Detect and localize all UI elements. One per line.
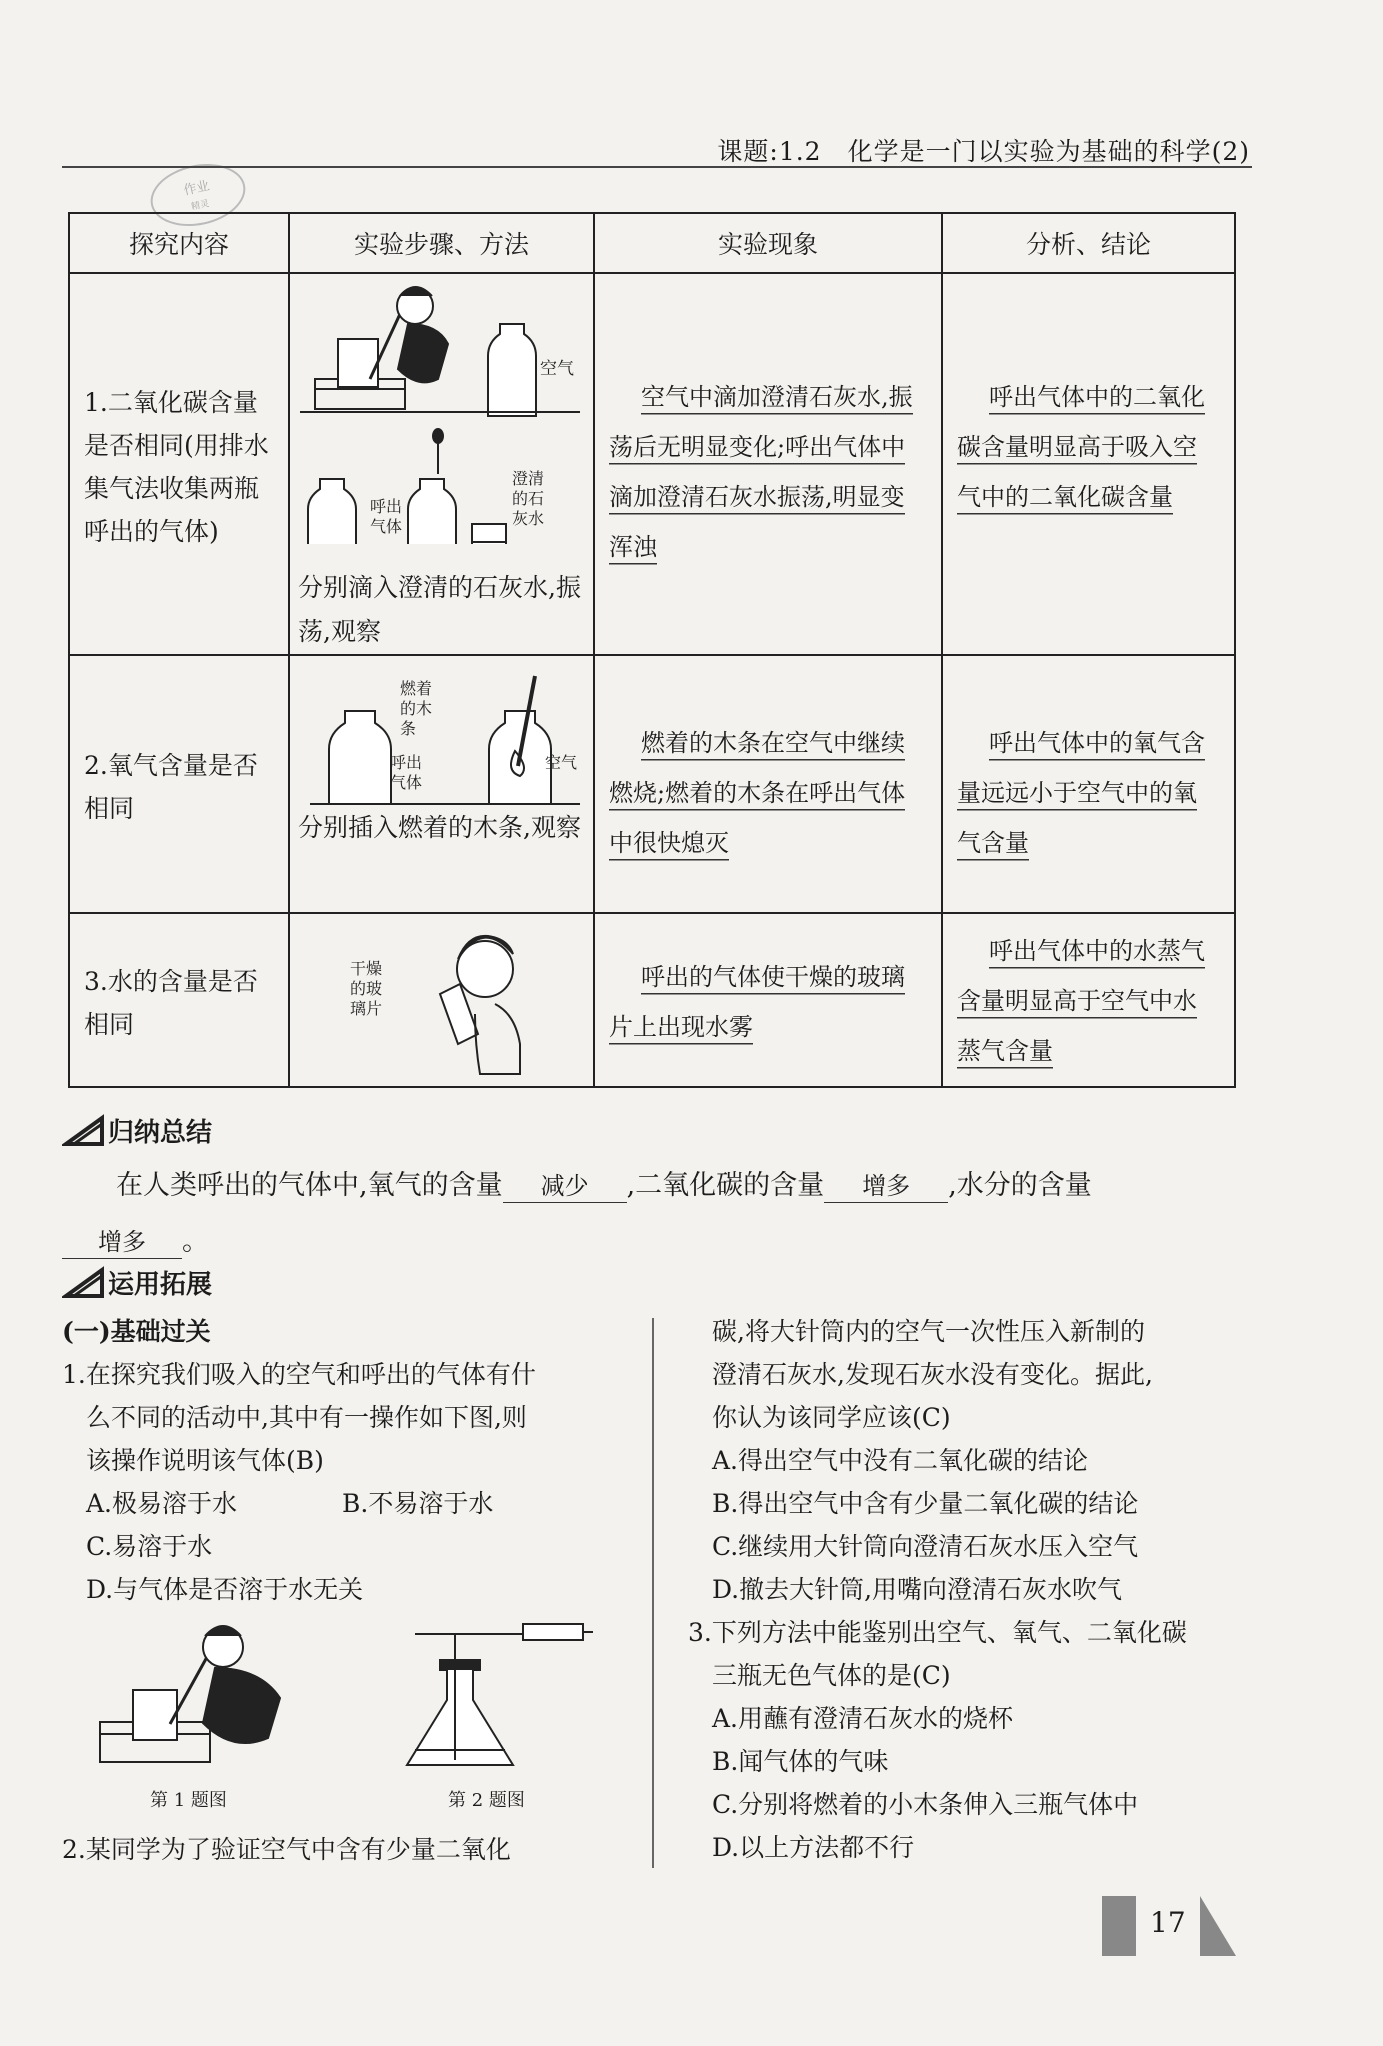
question-3: 3.下列方法中能鉴别出空气、氧气、二氧化碳 xyxy=(688,1618,1187,1647)
label-burning-splint: 燃着的木条 xyxy=(400,679,433,738)
summary-heading: 归纳总结 xyxy=(62,1112,212,1149)
step-cell xyxy=(289,655,594,913)
table-header: 实验现象 xyxy=(594,213,942,273)
label-exhaled: 呼出气体 xyxy=(390,753,423,792)
conclusion-text: 呼出气体中的氧气含量远远小于空气中的氧气含量 xyxy=(957,729,1205,861)
figure-caption: 第 1 题图 xyxy=(150,1790,227,1811)
step-cell xyxy=(289,913,594,1087)
topic-cell: 2.氧气含量是否相同 xyxy=(69,655,289,913)
table-header: 实验步骤、方法 xyxy=(289,213,594,273)
phenomenon-cell xyxy=(594,913,942,1087)
right-column: 碳,将大针筒内的空气一次性压入新制的 澄清石灰水,发现石灰水没有变化。据此, 你认为该同学应该(C) A.得出空气中没有二氧化碳的结论 B.得出空气中含有少量二氧化碳的结论 C.继续用大针筒向澄清石灰水压入空气 D.撤去大针筒,用嘴向澄清石灰水吹气 3.下列方法中能鉴别出空气、氧气、二氧化碳 三瓶无色气体的是(C) A.用蘸有澄清石灰水的烧杯 B.闻气体的气味 C.分别将燃着的小木条伸入三瓶气体中 D.以上方法都不行 xyxy=(688,1310,1248,1869)
extension-heading: 运用拓展 xyxy=(62,1264,212,1301)
co2-experiment-illustration xyxy=(290,274,591,544)
watermark-stamp: 作业 精灵 xyxy=(145,156,251,235)
phenomenon-text: 呼出的气体使干燥的玻璃片上出现水雾 xyxy=(609,963,905,1045)
lesson-title: 课题:1.2 化学是一门以实验为基础的科学(2) xyxy=(717,137,1250,166)
phenomenon-cell xyxy=(594,273,942,655)
answer-blank: 减少 xyxy=(503,1170,627,1203)
question-1: 1.在探究我们吸入的空气和呼出的气体有什 xyxy=(62,1360,536,1389)
column-divider xyxy=(652,1318,654,1868)
summary-text: 在人类呼出的气体中,氧气的含量 减少 ,二氧化碳的含量 增多 ,水分的含量 增多 。 xyxy=(62,1158,1242,1270)
answer-blank: 增多 xyxy=(62,1226,182,1259)
phenomenon-text: 燃着的木条在空气中继续燃烧;燃着的木条在呼出气体中很快熄灭 xyxy=(609,729,905,861)
left-column: (一)基础过关 1.在探究我们吸入的空气和呼出的气体有什 么不同的活动中,其中有一操作如下图,则 该操作说明该气体(B) A.极易溶于水 B.不易溶于水 C.易溶于水 D.与气体是否溶于水无关 xyxy=(62,1310,642,1611)
conclusion-cell xyxy=(942,655,1235,913)
conclusion-cell xyxy=(942,273,1235,655)
fig2-illustration xyxy=(395,1620,595,1772)
page-corner-triangle xyxy=(1200,1896,1236,1956)
table-header-row xyxy=(69,213,1235,273)
label-limewater: 澄清的石灰水 xyxy=(512,469,545,528)
table-header: 探究内容 xyxy=(69,213,289,273)
section-triangle-icon xyxy=(62,1266,104,1300)
header-rule xyxy=(62,166,1252,168)
figure-caption: 第 2 题图 xyxy=(448,1790,525,1811)
sub-heading: (一)基础过关 xyxy=(62,1317,211,1346)
question-2-start: 2.某同学为了验证空气中含有少量二氧化 xyxy=(62,1835,511,1864)
label-air: 空气 xyxy=(545,753,578,772)
fig1-illustration xyxy=(95,1612,305,1774)
o2-experiment-illustration xyxy=(290,656,591,806)
conclusion-text: 呼出气体中的水蒸气含量明显高于空气中水蒸气含量 xyxy=(957,937,1205,1069)
page-number: 17 xyxy=(1150,1906,1186,1939)
step-cell xyxy=(289,273,594,655)
table-row xyxy=(69,273,1235,655)
table-header: 分析、结论 xyxy=(942,213,1235,273)
step-text: 分别滴入澄清的石灰水,振荡,观察 xyxy=(298,573,581,646)
label-dry-glass: 干燥的玻璃片 xyxy=(350,959,383,1018)
phenomenon-cell xyxy=(594,655,942,913)
topic-cell: 1.二氧化碳含量是否相同(用排水集气法收集两瓶呼出的气体) xyxy=(69,273,289,655)
q1-options-ab: A.极易溶于水 B.不易溶于水 xyxy=(86,1489,494,1518)
conclusion-text: 呼出气体中的二氧化碳含量明显高于吸入空气中的二氧化碳含量 xyxy=(957,383,1205,515)
phenomenon-text: 空气中滴加澄清石灰水,振荡后无明显变化;呼出气体中滴加澄清石灰水振荡,明显变浑浊 xyxy=(609,383,913,565)
label-air: 空气 xyxy=(540,359,574,379)
answer-blank: 增多 xyxy=(824,1170,948,1203)
water-experiment-illustration xyxy=(290,914,591,1084)
label-exhaled: 呼出气体 xyxy=(370,497,403,536)
experiment-table xyxy=(68,212,1236,1088)
section-triangle-icon xyxy=(62,1114,104,1148)
topic-cell: 3.水的含量是否相同 xyxy=(69,913,289,1087)
table-row xyxy=(69,655,1235,913)
conclusion-cell xyxy=(942,913,1235,1087)
table-row xyxy=(69,913,1235,1087)
page-number-bar xyxy=(1102,1896,1136,1956)
step-text: 分别插入燃着的木条,观察 xyxy=(298,813,581,842)
